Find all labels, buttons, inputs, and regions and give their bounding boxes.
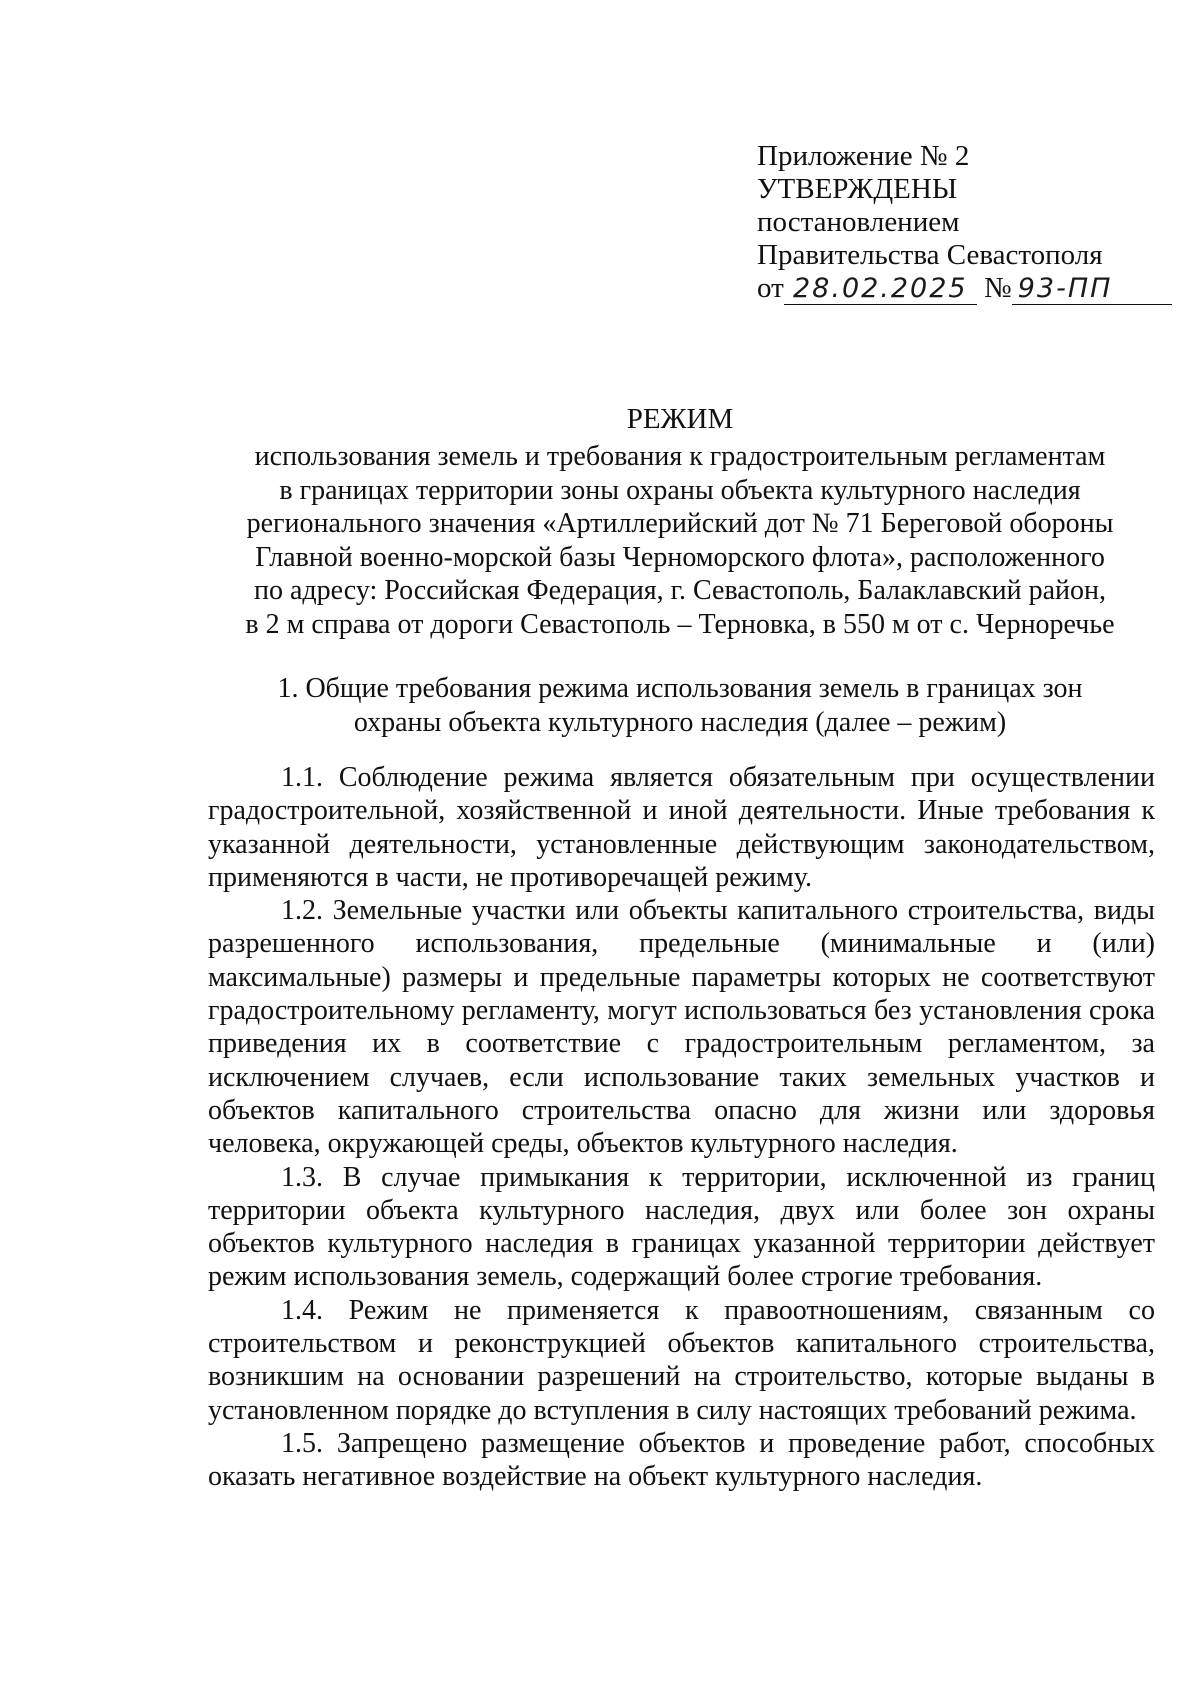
handwritten-date: 28.02.2025	[784, 274, 977, 305]
subtitle-line: в границах территории зоны охраны объекта культурного наследия	[279, 474, 1081, 506]
paragraph-1-1: 1.1. Соблюдение режима является обязательным при осуществлении градостроительной, хозяйственной и иной деятельности. Иные требования к указанной деятельности, установленные действующим законодательством, применяются в части, не противоречащей режиму.	[208, 762, 1155, 893]
subtitle-line: регионального значения «Артиллерийский дот № 71 Береговой обороны	[246, 508, 1114, 539]
paragraph-1-4: 1.4. Режим не применяется к правоотношениям, связанным со строительством и реконструкцией объектов капитального строительства, возникшим на основании разрешений на строительство, которые выданы в установленном порядке до вступления в силу настоящих требований режима.	[208, 1294, 1155, 1426]
resolution-label: постановлением	[757, 206, 960, 238]
approval-stamp	[757, 140, 1157, 305]
subtitle-line: использования земель и требования к градостроительным регламентам	[254, 441, 1106, 472]
document-title: РЕЖИМ	[626, 403, 734, 435]
section-heading-line: 1. Общие требования режима использования земель в границах зон	[277, 673, 1083, 704]
paragraph-1-2: 1.2. Земельные участки или объекты капитального строительства, виды разрешенного использования, предельные (минимальные и (или) максимальные) размеры и предельные параметры которых не соответствуют градостроительному регламенту, могут использоваться без установления срока приведения их в соответствие с градостроительным регламентом, за исключением случаев, если использование таких земельных участков и объектов капитального строительства опасно для жизни или здоровья человека, окружающей среды, объектов культурного наследия.	[208, 895, 1155, 1160]
appendix-label: Приложение № 2	[757, 140, 970, 172]
section-heading-line: охраны объекта культурного наследия (далее – режим)	[353, 707, 1007, 738]
section-heading	[250, 672, 1110, 740]
subtitle-line: по адресу: Российская Федерация, г. Севастополь, Балаклавский район,	[253, 575, 1106, 606]
government-label: Правительства Севастополя	[757, 239, 1103, 271]
paragraph-1-3: 1.3. В случае примыкания к территории, исключенной из границ территории объекта культурного наследия, двух или более зон охраны объектов культурного наследия в границах указанной территории действует режим использования земель, содержащий более строгие требования.	[208, 1161, 1155, 1293]
date-number-line	[757, 272, 1157, 305]
from-label: от	[757, 272, 784, 304]
subtitle-line: Главной военно-морской базы Черноморского флота», расположенного	[255, 541, 1105, 573]
approved-label: УТВЕРЖДЕНЫ	[757, 173, 958, 205]
document-subtitle	[200, 440, 1160, 641]
handwritten-number: 93-ПП	[1012, 274, 1172, 305]
number-sign: №	[984, 272, 1012, 304]
paragraph-1-5: 1.5. Запрещено размещение объектов и проведение работ, способных оказать негативное воздействие на объект культурного наследия.	[208, 1427, 1155, 1493]
subtitle-line: в 2 м справа от дороги Севастополь – Терновка, в 550 м от с. Черноречье	[245, 608, 1115, 640]
document-body	[208, 761, 1155, 1494]
